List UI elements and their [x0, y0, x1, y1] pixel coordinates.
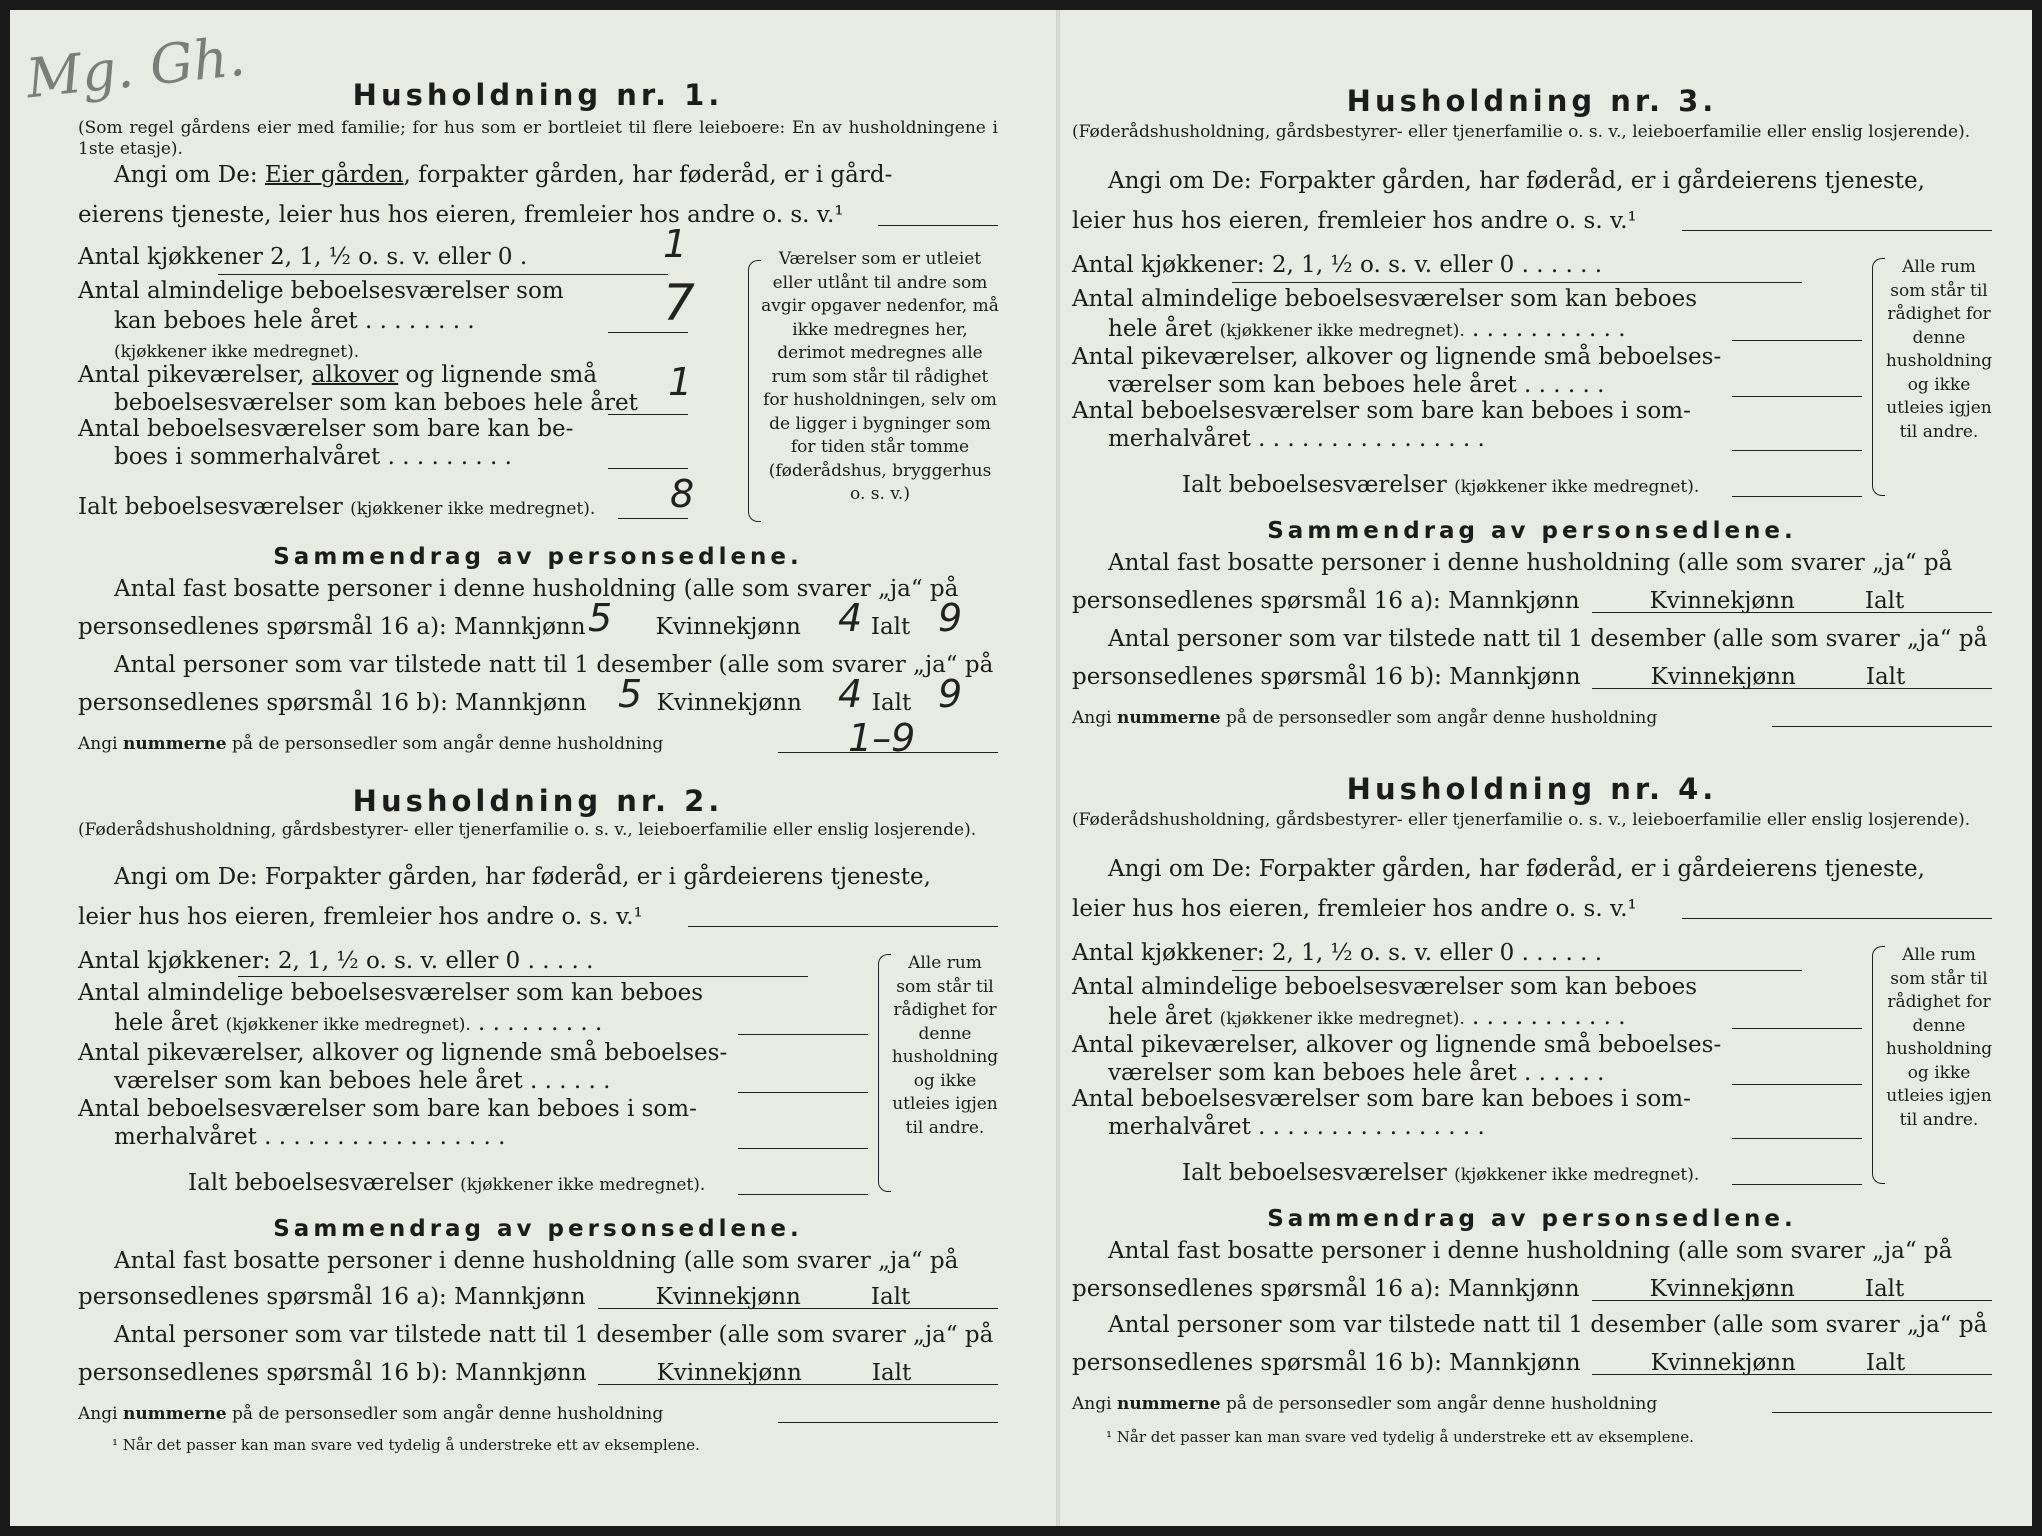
h1-row-total: Ialt beboelsesværelser (kjøkkener ikke medregnet).	[78, 494, 596, 520]
h4-angi-line2: leier hus hos eieren, fremleier hos andre o. s. v.¹	[1072, 896, 1637, 922]
h2-summary-a2: personsedlenes spørsmål 16 a): Mannkjønn Kvinnekjønn Ialt	[78, 1284, 911, 1310]
left-footnote: ¹ Når det passer kan man svare ved tydelig å understreke ett av eksemplene.	[112, 1436, 700, 1454]
h1-summary-a1: Antal fast bosatte personer i denne husholdning (alle som svarer „ja“ på	[114, 576, 959, 602]
h1-title: Husholdning nr. 1.	[352, 78, 724, 112]
h1-summary-b2: personsedlenes spørsmål 16 b): Mannkjønn Kvinnekjønn Ialt	[78, 690, 912, 716]
h3-summary-b1: Antal personer som var tilstede natt til 1 desember (alle som svarer „ja“ på	[1108, 626, 1988, 652]
h1-row-kitchens: Antal kjøkkener 2, 1, ½ o. s. v. eller 0 .	[78, 244, 528, 270]
h2-angi-line1: Angi om De: Forpakter gården, har føderåd, er i gårdeierens tjeneste,	[114, 864, 931, 890]
h3-title: Husholdning nr. 3.	[1346, 84, 1718, 118]
h1-angi-line2: eierens tjeneste, leier hus hos eieren, fremleier hos andre o. s. v.¹	[78, 202, 844, 228]
h3-row-summer-a: Antal beboelsesværelser som bare kan beboes i som-	[1072, 398, 1691, 424]
h2-side-note: Alle rum som står til rådighet for denne husholdning og ikke utleies igjen til andre.	[891, 953, 999, 1138]
h1-a-male: 5	[588, 596, 613, 640]
h1-a-total: 9	[938, 596, 963, 640]
h1-angi-line1: Angi om De: Eier gården, forpakter gården, har føderåd, er i gård-	[114, 162, 893, 188]
h2-row-summer-b: merhalvåret . . . . . . . . . . . . . . . . .	[114, 1124, 506, 1150]
h3-note: (Føderådshusholdning, gårdsbestyrer- eller tjenerfamilie o. s. v., leieboerfamilie eller enslig losjerende).	[1072, 122, 1971, 142]
h1-note: (Som regel gårdens eier med familie; for hus som er bortleiet til flere leieboere: En av husholdningene i 1ste etasje).	[78, 118, 998, 159]
h2-angi-line2: leier hus hos eieren, fremleier hos andre o. s. v.¹	[78, 904, 643, 930]
h1-row-rooms-b: kan beboes hele året . . . . . . . .	[114, 308, 475, 334]
h3-row-rooms-b: hele året (kjøkkener ikke medregnet). . . . . . . . . . . .	[1108, 316, 1626, 342]
h4-title: Husholdning nr. 4.	[1346, 772, 1718, 806]
h3-row-total: Ialt beboelsesværelser (kjøkkener ikke medregnet).	[1182, 472, 1700, 498]
h4-numbers: Angi nummerne på de personsedler som angår denne husholdning	[1072, 1394, 1658, 1414]
h4-row-rooms-b: hele året (kjøkkener ikke medregnet). . . . . . . . . . . .	[1108, 1004, 1626, 1030]
h2-row-small-b: værelser som kan beboes hele året . . . . . .	[114, 1068, 611, 1094]
h4-summary-a2: personsedlenes spørsmål 16 a): Mannkjønn Kvinnekjønn Ialt	[1072, 1276, 1905, 1302]
h4-row-rooms-a: Antal almindelige beboelsesværelser som kan beboes	[1072, 974, 1698, 1000]
h1-b-total: 9	[938, 672, 963, 716]
h4-row-summer-a: Antal beboelsesværelser som bare kan beboes i som-	[1072, 1086, 1691, 1112]
h2-row-kitchens: Antal kjøkkener: 2, 1, ½ o. s. v. eller 0 . . . . .	[78, 948, 594, 974]
h3-side-note: Alle rum som står til rådighet for denne husholdning og ikke utleies igjen til andre.	[1885, 257, 1993, 442]
h1-numbers: Angi nummerne på de personsedler som angår denne husholdning	[78, 734, 664, 754]
h1-row-summer-b: boes i sommerhalvåret . . . . . . . . .	[114, 444, 512, 470]
h1-value-total: 8	[670, 472, 695, 516]
h2-summary-b1: Antal personer som var tilstede natt til 1 desember (alle som svarer „ja“ på	[114, 1322, 994, 1348]
h4-side-note: Alle rum som står til rådighet for denne husholdning og ikke utleies igjen til andre.	[1885, 945, 1993, 1130]
h4-summary-b1: Antal personer som var tilstede natt til 1 desember (alle som svarer „ja“ på	[1108, 1312, 1988, 1338]
h1-row-rooms-c: (kjøkkener ikke medregnet).	[114, 342, 360, 362]
h2-title: Husholdning nr. 2.	[352, 784, 724, 818]
h1-value-rooms: 7	[663, 274, 695, 332]
h4-row-small-a: Antal pikeværelser, alkover og lignende små beboelses-	[1072, 1032, 1722, 1058]
h4-summary-b2: personsedlenes spørsmål 16 b): Mannkjønn Kvinnekjønn Ialt	[1072, 1350, 1906, 1376]
h4-row-total: Ialt beboelsesværelser (kjøkkener ikke medregnet).	[1182, 1160, 1700, 1186]
h1-value-small: 1	[668, 360, 693, 404]
h3-row-small-a: Antal pikeværelser, alkover og lignende små beboelses-	[1072, 344, 1722, 370]
h2-summary-title: Sammendrag av personsedlene.	[273, 1216, 803, 1242]
h4-row-summer-b: merhalvåret . . . . . . . . . . . . . . . .	[1108, 1114, 1485, 1140]
stamp-signature: Mg. Gh.	[23, 24, 248, 111]
h1-side-note: Værelser som er utleiet eller utlånt til andre som avgir opgaver nedenfor, må ikke medregnes her, derimot medregnes alle rum som står til rådighet for husholdningen, selv om de ligger i bygninger som for tiden står tomme (føderådshus, bryggerhus o. s. v.)	[761, 249, 999, 504]
h1-b-female: 4	[838, 672, 863, 716]
h3-angi-line2: leier hus hos eieren, fremleier hos andre o. s. v.¹	[1072, 208, 1637, 234]
h3-numbers: Angi nummerne på de personsedler som angår denne husholdning	[1072, 708, 1658, 728]
right-footnote: ¹ Når det passer kan man svare ved tydelig å understreke ett av eksemplene.	[1106, 1428, 1694, 1446]
h4-angi-line1: Angi om De: Forpakter gården, har føderåd, er i gårdeierens tjeneste,	[1108, 856, 1925, 882]
h1-row-small-b: beboelsesværelser som kan beboes hele året	[114, 390, 638, 416]
census-form-sheet	[10, 10, 2032, 1526]
h3-row-kitchens: Antal kjøkkener: 2, 1, ½ o. s. v. eller 0 . . . . . .	[1072, 252, 1603, 278]
h2-row-rooms-a: Antal almindelige beboelsesværelser som kan beboes	[78, 980, 704, 1006]
h2-row-rooms-b: hele året (kjøkkener ikke medregnet). . . . . . . . . .	[114, 1010, 603, 1036]
h3-angi-line1: Angi om De: Forpakter gården, har føderåd, er i gårdeierens tjeneste,	[1108, 168, 1925, 194]
h1-a-female: 4	[838, 596, 863, 640]
page-fold	[1056, 10, 1060, 1526]
h3-summary-a2: personsedlenes spørsmål 16 a): Mannkjønn Kvinnekjønn Ialt	[1072, 588, 1905, 614]
h1-summary-b1: Antal personer som var tilstede natt til 1 desember (alle som svarer „ja“ på	[114, 652, 994, 678]
h2-row-summer-a: Antal beboelsesværelser som bare kan beboes i som-	[78, 1096, 697, 1122]
h3-row-rooms-a: Antal almindelige beboelsesværelser som kan beboes	[1072, 286, 1698, 312]
h1-row-small-a: Antal pikeværelser, alkover og lignende små	[78, 362, 598, 388]
h2-row-small-a: Antal pikeværelser, alkover og lignende små beboelses-	[78, 1040, 728, 1066]
h3-row-small-b: værelser som kan beboes hele året . . . . . .	[1108, 372, 1605, 398]
h4-note: (Føderådshusholdning, gårdsbestyrer- eller tjenerfamilie o. s. v., leieboerfamilie eller enslig losjerende).	[1072, 810, 1971, 830]
h2-summary-b2: personsedlenes spørsmål 16 b): Mannkjønn Kvinnekjønn Ialt	[78, 1360, 912, 1386]
h4-summary-a1: Antal fast bosatte personer i denne husholdning (alle som svarer „ja“ på	[1108, 1238, 1953, 1264]
h4-row-kitchens: Antal kjøkkener: 2, 1, ½ o. s. v. eller 0 . . . . . .	[1072, 940, 1603, 966]
h2-summary-a1: Antal fast bosatte personer i denne husholdning (alle som svarer „ja“ på	[114, 1248, 959, 1274]
h3-summary-b2: personsedlenes spørsmål 16 b): Mannkjønn Kvinnekjønn Ialt	[1072, 664, 1906, 690]
h1-summary-title: Sammendrag av personsedlene.	[273, 544, 803, 570]
h3-row-summer-b: merhalvåret . . . . . . . . . . . . . . . .	[1108, 426, 1485, 452]
h4-summary-title: Sammendrag av personsedlene.	[1267, 1206, 1797, 1232]
h1-b-male: 5	[618, 672, 643, 716]
h2-row-total: Ialt beboelsesværelser (kjøkkener ikke medregnet).	[188, 1170, 706, 1196]
h1-value-numbers: 1–9	[848, 716, 916, 760]
h1-value-kitchens: 1	[663, 222, 688, 266]
h1-row-rooms-a: Antal almindelige beboelsesværelser som	[78, 278, 564, 304]
h2-numbers: Angi nummerne på de personsedler som angår denne husholdning	[78, 1404, 664, 1424]
h3-summary-title: Sammendrag av personsedlene.	[1267, 518, 1797, 544]
h2-note: (Føderådshusholdning, gårdsbestyrer- eller tjenerfamilie o. s. v., leieboerfamilie eller enslig losjerende).	[78, 820, 977, 840]
h3-summary-a1: Antal fast bosatte personer i denne husholdning (alle som svarer „ja“ på	[1108, 550, 1953, 576]
h1-summary-a2: personsedlenes spørsmål 16 a): Mannkjønn Kvinnekjønn Ialt	[78, 614, 911, 640]
h1-row-summer-a: Antal beboelsesværelser som bare kan be-	[78, 416, 574, 442]
h4-row-small-b: værelser som kan beboes hele året . . . . . .	[1108, 1060, 1605, 1086]
